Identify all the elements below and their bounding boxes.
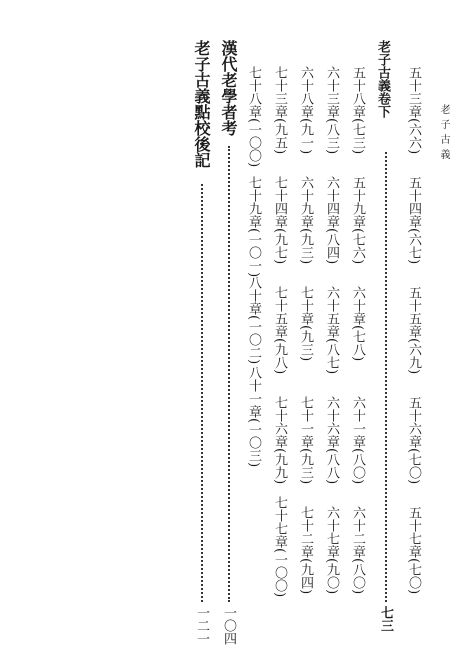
toc-entry: 六十一章(八〇) [350,396,365,485]
toc-entry: 七十七章(一〇〇) [272,496,287,598]
toc-entry: 五十七章(七〇) [406,506,421,595]
toc-entry: 五十三章(六六) [406,66,421,155]
toc-entry: 七十八章(一〇〇) [246,66,261,168]
toc-entry: 七十章(九三) [298,286,313,362]
appendix-page-number: 一〇四 [221,606,236,645]
toc-entry: 六十五章(八七) [324,286,339,375]
toc-entry: 六十六章(八八) [324,396,339,485]
toc-entry: 八十章(一〇二) [246,276,261,365]
toc-entry: 五十八章(七三) [350,66,365,155]
toc-entry: 七十九章(一〇一) [246,176,261,278]
running-head: 老子古義 [438,104,449,164]
toc-entry: 七十三章(九五) [272,66,287,155]
toc-entry: 八十一章(一〇三) [246,366,261,468]
toc-entry: 六十二章(八〇) [350,506,365,595]
toc-entry: 六十八章(九一) [298,66,313,155]
appendix-title: 老子古義點校後記 [192,40,211,168]
toc-entry: 六十七章(九〇) [324,506,339,595]
appendix-page-number: 一二一 [194,606,209,645]
toc-entry: 七十六章(九九) [272,396,287,485]
section-heading: 老子古義卷下 [375,40,390,118]
section-page-number: 七三 [378,606,393,632]
toc-entry: 五十五章(六九) [406,286,421,375]
toc-entry: 七十五章(九八) [272,286,287,375]
toc-entry: 五十六章(七〇) [406,396,421,485]
toc-entry: 六十三章(八三) [324,66,339,155]
dot-leader [385,152,387,602]
toc-entry: 七十二章(九四) [298,506,313,595]
toc-entry: 六十四章(八四) [324,176,339,265]
toc-entry: 七十一章(九三) [298,396,313,485]
dot-leader [201,184,203,602]
toc-entry: 七十四章(九七) [272,176,287,265]
appendix-title: 漢代老學者考 [219,40,238,136]
toc-entry: 六十章(七八) [350,286,365,362]
toc-entry: 五十四章(六七) [406,176,421,265]
toc-entry: 六十九章(九三) [298,176,313,265]
dot-leader [228,146,230,602]
toc-entry: 五十九章(七六) [350,176,365,265]
